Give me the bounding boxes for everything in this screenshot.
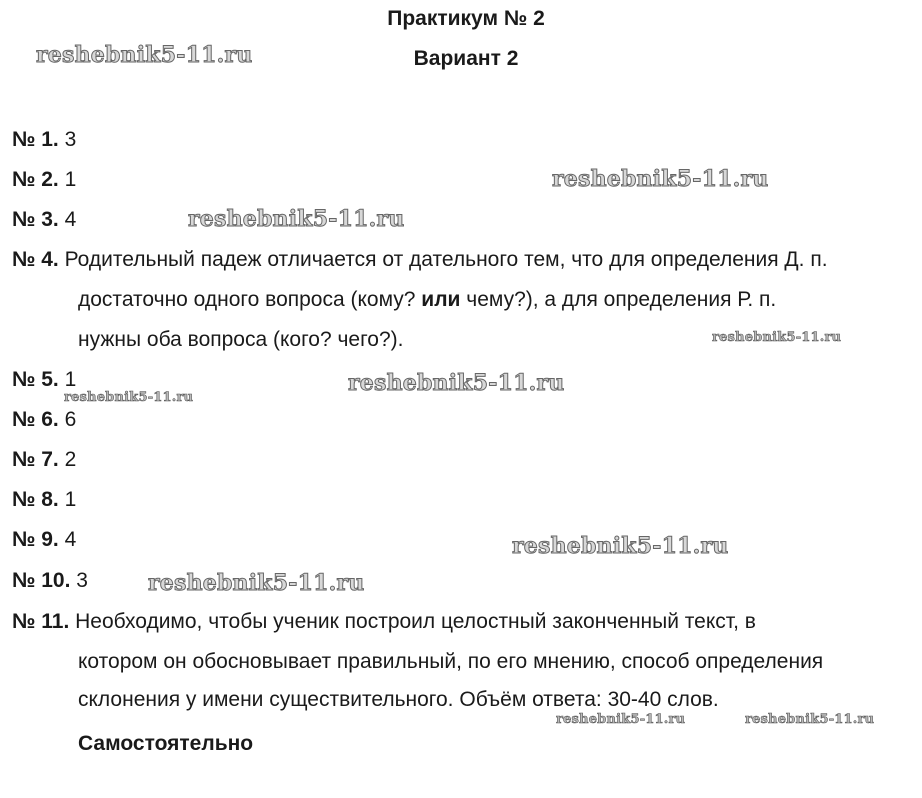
answer-text: 6 bbox=[58, 408, 77, 431]
answer-6 bbox=[12, 408, 76, 432]
watermark: reshebnik5-11.ru bbox=[36, 42, 253, 68]
answer-10 bbox=[12, 569, 88, 593]
self-study-label: Самостоятельно bbox=[78, 732, 254, 755]
answer-text: 1 bbox=[58, 488, 77, 511]
answer-number: № 1. bbox=[12, 128, 59, 151]
answer-8 bbox=[12, 488, 76, 512]
answer-number: № 6. bbox=[12, 408, 59, 431]
answer-number: № 3. bbox=[12, 208, 59, 231]
answer-text-bold: или bbox=[421, 288, 461, 311]
watermark: reshebnik5-11.ru bbox=[512, 533, 729, 559]
answer-number: № 2. bbox=[12, 168, 59, 191]
answer-number: № 4. bbox=[12, 248, 59, 271]
answer-text: 1 bbox=[58, 368, 77, 391]
answer-11-line-2: котором он обосновывает правильный, по его мнению, способ определения bbox=[78, 650, 824, 673]
answer-text: 4 bbox=[58, 208, 77, 231]
watermark: reshebnik5-11.ru bbox=[745, 712, 875, 727]
answer-7 bbox=[12, 448, 76, 472]
variant-title: Вариант 2 bbox=[413, 47, 519, 70]
watermark: reshebnik5-11.ru bbox=[64, 390, 194, 405]
answer-5 bbox=[12, 368, 76, 392]
answer-text: 1 bbox=[58, 168, 77, 191]
watermark: reshebnik5-11.ru bbox=[188, 206, 405, 232]
answer-1 bbox=[12, 128, 76, 152]
answer-text: 3 bbox=[58, 128, 77, 151]
answer-text: 3 bbox=[70, 569, 88, 592]
answer-11-line-3: склонения у имени существительного. Объём ответа: 30-40 слов. bbox=[78, 688, 719, 711]
watermark: reshebnik5-11.ru bbox=[552, 166, 769, 192]
answer-4 bbox=[12, 248, 828, 272]
answer-text: достаточно одного вопроса (кому? bbox=[78, 288, 422, 311]
watermark: reshebnik5-11.ru bbox=[348, 370, 565, 396]
answer-text: 4 bbox=[58, 528, 77, 551]
answer-text: Необходимо, чтобы ученик построил целостный законченный текст, в bbox=[69, 610, 756, 633]
answer-text: Родительный падеж отличается от дательного тем, что для определения Д. п. bbox=[58, 248, 828, 271]
watermark: reshebnik5-11.ru bbox=[148, 570, 365, 596]
answer-text: 2 bbox=[58, 448, 77, 471]
page-title: Практикум № 2 bbox=[387, 7, 545, 30]
answer-text: чему?), а для определения Р. п. bbox=[460, 288, 777, 311]
answer-9 bbox=[12, 528, 76, 552]
answer-number: № 11. bbox=[12, 610, 70, 633]
answer-2 bbox=[12, 168, 76, 192]
watermark: reshebnik5-11.ru bbox=[556, 712, 686, 727]
answer-number: № 8. bbox=[12, 488, 59, 511]
watermark: reshebnik5-11.ru bbox=[712, 330, 842, 345]
answer-3 bbox=[12, 208, 76, 232]
answer-4-line-3: нужны оба вопроса (кого? чего?). bbox=[78, 328, 404, 351]
answer-number: № 7. bbox=[12, 448, 59, 471]
answer-number: № 5. bbox=[12, 368, 59, 391]
answer-number: № 10. bbox=[12, 569, 71, 592]
answer-number: № 9. bbox=[12, 528, 59, 551]
answer-4-line-2 bbox=[78, 288, 776, 312]
answer-11 bbox=[12, 610, 756, 634]
